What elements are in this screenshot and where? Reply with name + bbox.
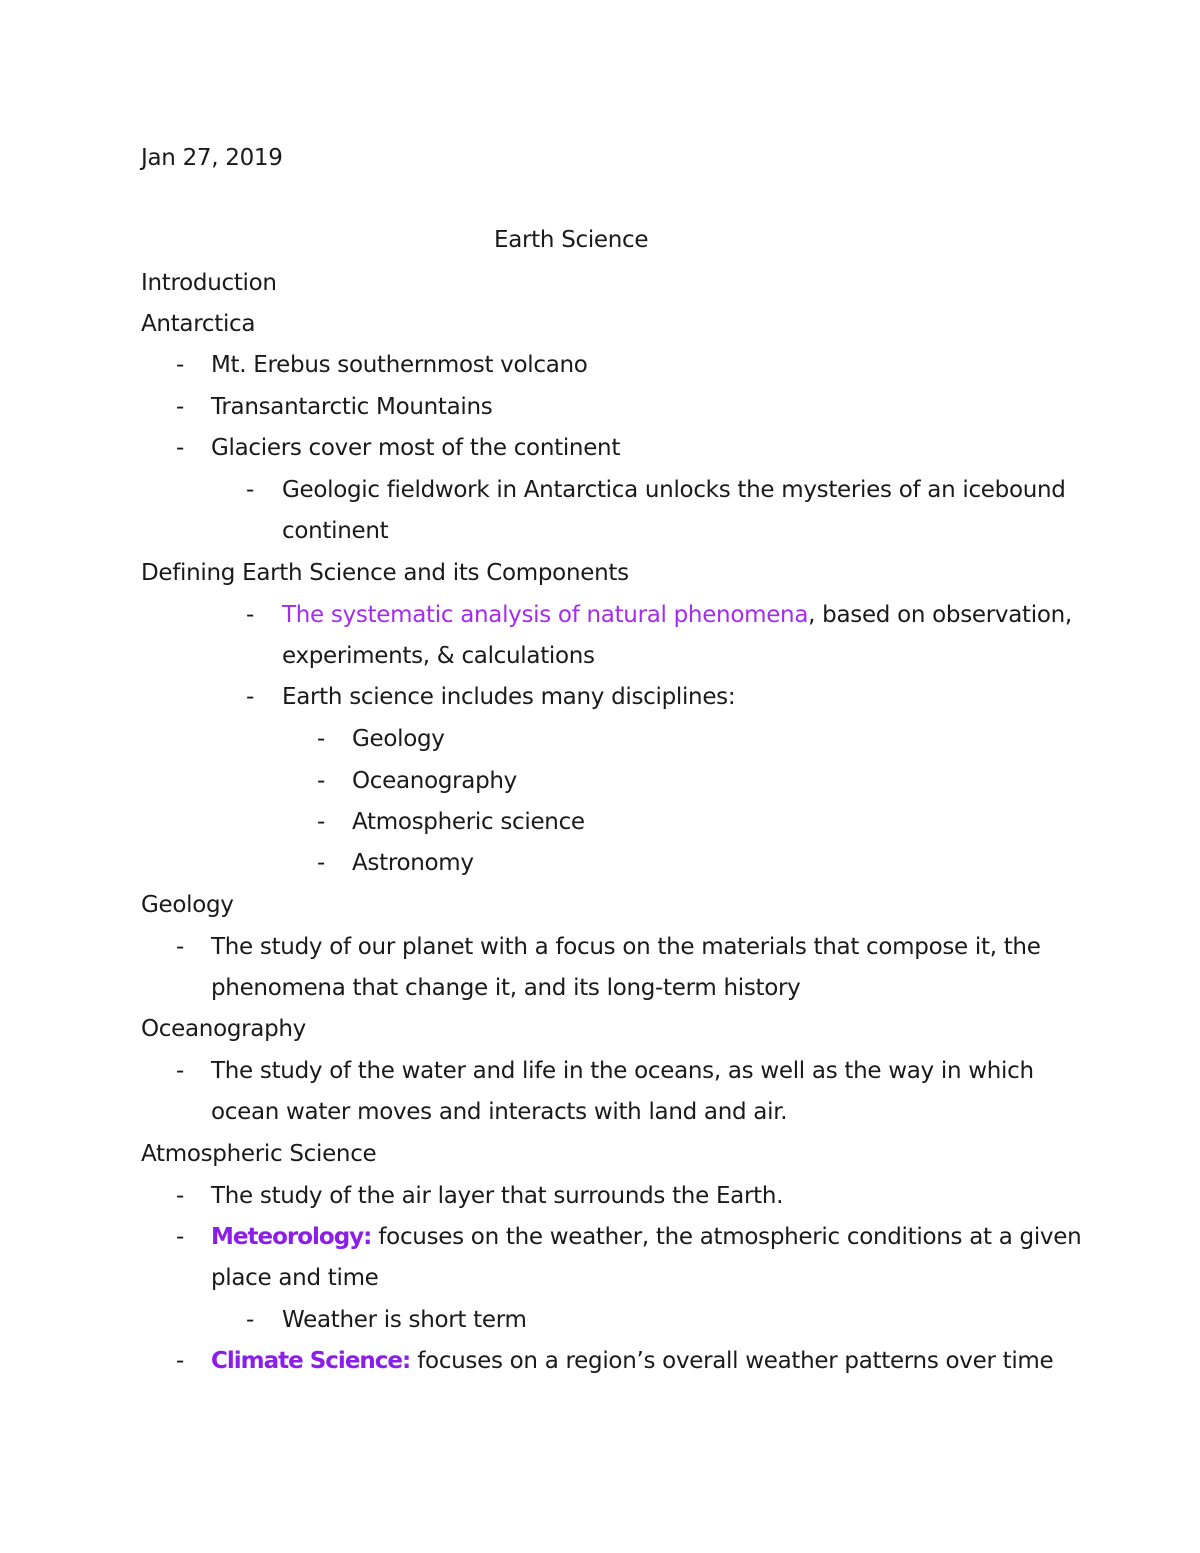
section-heading: Geology <box>141 892 234 918</box>
date: Jan 27, 2019 <box>141 145 283 171</box>
list-item-text: The study of the air layer that surrounds the Earth. <box>211 1183 784 1209</box>
bullet-dash: - <box>317 768 325 794</box>
section-heading: Atmospheric Science <box>141 1141 377 1167</box>
bullet-dash: - <box>246 1307 254 1333</box>
list-item-continuation: phenomena that change it, and its long-term history <box>211 975 801 1001</box>
list-item-text: Weather is short term <box>282 1307 527 1333</box>
highlighted-text: The systematic analysis of natural phenomena <box>282 602 809 628</box>
bullet-dash: - <box>176 1183 184 1209</box>
bullet-dash: - <box>317 809 325 835</box>
page-title: Earth Science <box>494 227 649 253</box>
section-heading: Antarctica <box>141 311 256 337</box>
highlighted-term: Meteorology: <box>211 1224 372 1250</box>
bullet-dash: - <box>317 726 325 752</box>
list-item-text <box>282 600 1072 630</box>
list-item-text: The study of our planet with a focus on the materials that compose it, the <box>211 934 1041 960</box>
bullet-dash: - <box>176 394 184 420</box>
plain-text: , based on observation, <box>808 602 1072 628</box>
section-heading: Defining Earth Science and its Components <box>141 560 629 586</box>
bullet-dash: - <box>176 934 184 960</box>
bullet-dash: - <box>246 477 254 503</box>
list-item-text: Geology <box>352 726 445 752</box>
list-item-text: Atmospheric science <box>352 809 585 835</box>
bullet-dash: - <box>317 850 325 876</box>
bullet-dash: - <box>176 352 184 378</box>
bullet-dash: - <box>246 684 254 710</box>
plain-text: focuses on the weather, the atmospheric conditions at a given <box>371 1224 1082 1250</box>
list-item-text: Mt. Erebus southernmost volcano <box>211 352 588 378</box>
list-item-text: Glaciers cover most of the continent <box>211 435 621 461</box>
section-heading: Introduction <box>141 270 277 296</box>
plain-text: focuses on a region’s overall weather patterns over time <box>410 1348 1054 1374</box>
bullet-dash: - <box>176 435 184 461</box>
section-heading: Oceanography <box>141 1016 306 1042</box>
list-item-text <box>211 1346 1053 1376</box>
list-item-continuation: place and time <box>211 1265 379 1291</box>
list-item-text: Oceanography <box>352 768 517 794</box>
list-item-continuation: continent <box>282 518 389 544</box>
list-item-text: Astronomy <box>352 850 474 876</box>
highlighted-term: Climate Science: <box>211 1348 411 1374</box>
list-item-text: Transantarctic Mountains <box>211 394 493 420</box>
bullet-dash: - <box>246 602 254 628</box>
list-item-text: Earth science includes many disciplines: <box>282 684 736 710</box>
list-item-continuation: experiments, & calculations <box>282 643 595 669</box>
list-item-text: Geologic fieldwork in Antarctica unlocks the mysteries of an icebound <box>282 477 1066 503</box>
list-item-text: The study of the water and life in the oceans, as well as the way in which <box>211 1058 1034 1084</box>
list-item-continuation: ocean water moves and interacts with land and air. <box>211 1099 788 1125</box>
bullet-dash: - <box>176 1058 184 1084</box>
bullet-dash: - <box>176 1348 184 1374</box>
bullet-dash: - <box>176 1224 184 1250</box>
list-item-text <box>211 1222 1081 1252</box>
